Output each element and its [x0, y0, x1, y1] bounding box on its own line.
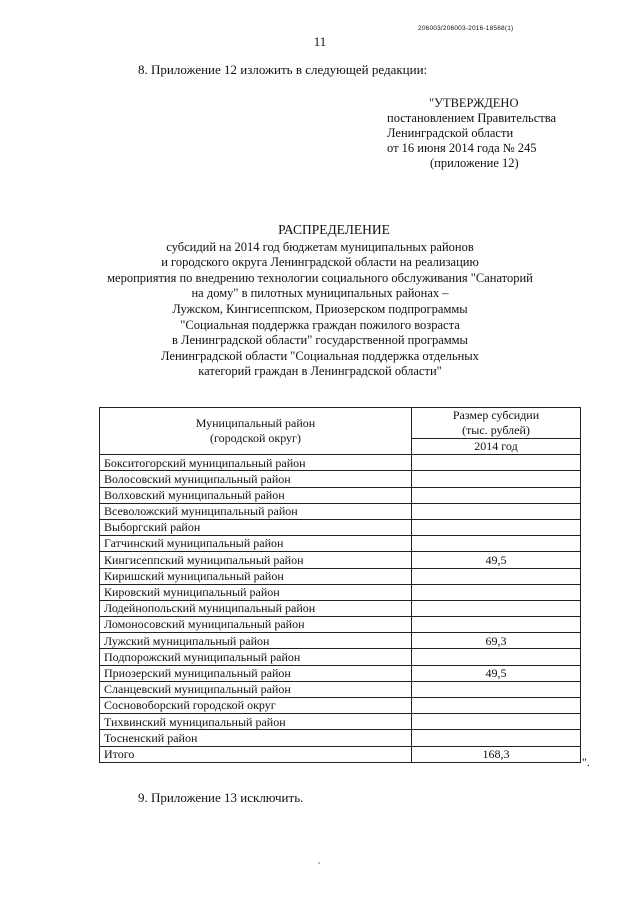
district-cell: Киришский муниципальный район	[100, 568, 412, 584]
heading-line: категорий граждан в Ленинградской области"	[198, 364, 442, 379]
district-cell: Сосновоборский городской округ	[100, 698, 412, 714]
table-row	[100, 665, 581, 681]
amount-cell	[412, 487, 581, 503]
district-cell: Бокситогорский муниципальный район	[100, 455, 412, 471]
district-cell: Кингисеппский муниципальный район	[100, 552, 412, 568]
approval-line: от 16 июня 2014 года № 245	[387, 141, 537, 155]
column-header-year: 2014 год	[412, 439, 581, 455]
column-header-amount-line1: Размер субсидии	[452, 408, 540, 422]
district-cell: Тихвинский муниципальный район	[100, 714, 412, 730]
heading-line: в Ленинградской области" государственной программы	[172, 333, 468, 348]
table-row	[100, 617, 581, 633]
district-cell: Всеволожский муниципальный район	[100, 503, 412, 519]
closing-quote: ".	[582, 755, 590, 769]
table-header-row	[100, 408, 581, 439]
table-row	[100, 584, 581, 600]
heading-line: мероприятия по внедрению технологии социального обслуживания "Санаторий	[107, 270, 533, 285]
district-cell: Кировский муниципальный район	[100, 584, 412, 600]
district-cell: Лужский муниципальный район	[100, 633, 412, 649]
district-cell: Ломоносовский муниципальный район	[100, 617, 412, 633]
district-cell: Лодейнопольский муниципальный район	[100, 600, 412, 616]
table-row	[100, 600, 581, 616]
amount-cell	[412, 568, 581, 584]
column-header-amount	[412, 408, 581, 439]
distribution-heading	[40, 222, 600, 380]
table-row	[100, 568, 581, 584]
district-cell: Выборгский район	[100, 519, 412, 535]
approval-block	[387, 96, 556, 171]
item-9-text: 9. Приложение 13 исключить.	[138, 790, 304, 805]
amount-cell	[412, 730, 581, 746]
item-8-text: 8. Приложение 12 изложить в следующей редакции:	[138, 62, 428, 77]
document-id: 206003/206003-2016-18568(1)	[418, 25, 514, 32]
table-row	[100, 714, 581, 730]
total-label-cell: Итого	[100, 746, 412, 762]
amount-cell	[412, 617, 581, 633]
scan-speck	[318, 862, 320, 864]
approval-line: постановлением Правительства	[387, 111, 557, 125]
amount-cell	[412, 536, 581, 552]
total-value-cell: 168,3	[412, 746, 581, 762]
heading-line: и городского округа Ленинградской области на реализацию	[161, 255, 479, 270]
amount-cell	[412, 519, 581, 535]
amount-cell	[412, 584, 581, 600]
table-row	[100, 698, 581, 714]
table-total-row	[100, 746, 581, 762]
amount-cell	[412, 698, 581, 714]
amount-cell	[412, 681, 581, 697]
district-cell: Подпорожский муниципальный район	[100, 649, 412, 665]
district-cell: Тосненский район	[100, 730, 412, 746]
page-number: 11	[313, 34, 327, 49]
approval-appendix: (приложение 12)	[430, 156, 519, 170]
column-header-district-line1: Муниципальный район	[195, 416, 316, 431]
amount-cell	[412, 714, 581, 730]
table-row	[100, 503, 581, 519]
approval-title: "УТВЕРЖДЕНО	[429, 96, 519, 110]
heading-line: "Социальная поддержка граждан пожилого возраста	[180, 317, 460, 332]
heading-title: РАСПРЕДЕЛЕНИЕ	[278, 222, 390, 237]
table-row	[100, 681, 581, 697]
table-row	[100, 471, 581, 487]
district-cell: Сланцевский муниципальный район	[100, 681, 412, 697]
heading-line: Лужском, Кингисеппском, Приозерском подпрограммы	[172, 301, 468, 316]
subsidy-table	[99, 407, 581, 763]
amount-cell	[412, 471, 581, 487]
table-row	[100, 519, 581, 535]
district-cell: Приозерский муниципальный район	[100, 665, 412, 681]
table-row	[100, 487, 581, 503]
district-cell: Волховский муниципальный район	[100, 487, 412, 503]
table-row	[100, 730, 581, 746]
approval-line: Ленинградской области	[387, 126, 514, 140]
amount-cell	[412, 600, 581, 616]
column-header-district	[100, 408, 412, 455]
column-header-amount-line2: (тыс. рублей)	[462, 423, 530, 437]
table-row	[100, 455, 581, 471]
amount-cell	[412, 649, 581, 665]
column-header-district-line2: (городской округ)	[210, 431, 301, 446]
amount-cell	[412, 503, 581, 519]
table-row	[100, 552, 581, 568]
table-row	[100, 649, 581, 665]
amount-cell: 49,5	[412, 552, 581, 568]
district-cell: Волосовский муниципальный район	[100, 471, 412, 487]
heading-line: субсидий на 2014 год бюджетам муниципальных районов	[166, 239, 474, 254]
district-cell: Гатчинский муниципальный район	[100, 536, 412, 552]
amount-cell	[412, 455, 581, 471]
amount-cell: 69,3	[412, 633, 581, 649]
amount-cell: 49,5	[412, 665, 581, 681]
table-row	[100, 633, 581, 649]
table-row	[100, 536, 581, 552]
heading-line: Ленинградской области "Социальная поддержка отдельных	[161, 348, 479, 363]
heading-line: на дому" в пилотных муниципальных районах –	[191, 286, 449, 301]
